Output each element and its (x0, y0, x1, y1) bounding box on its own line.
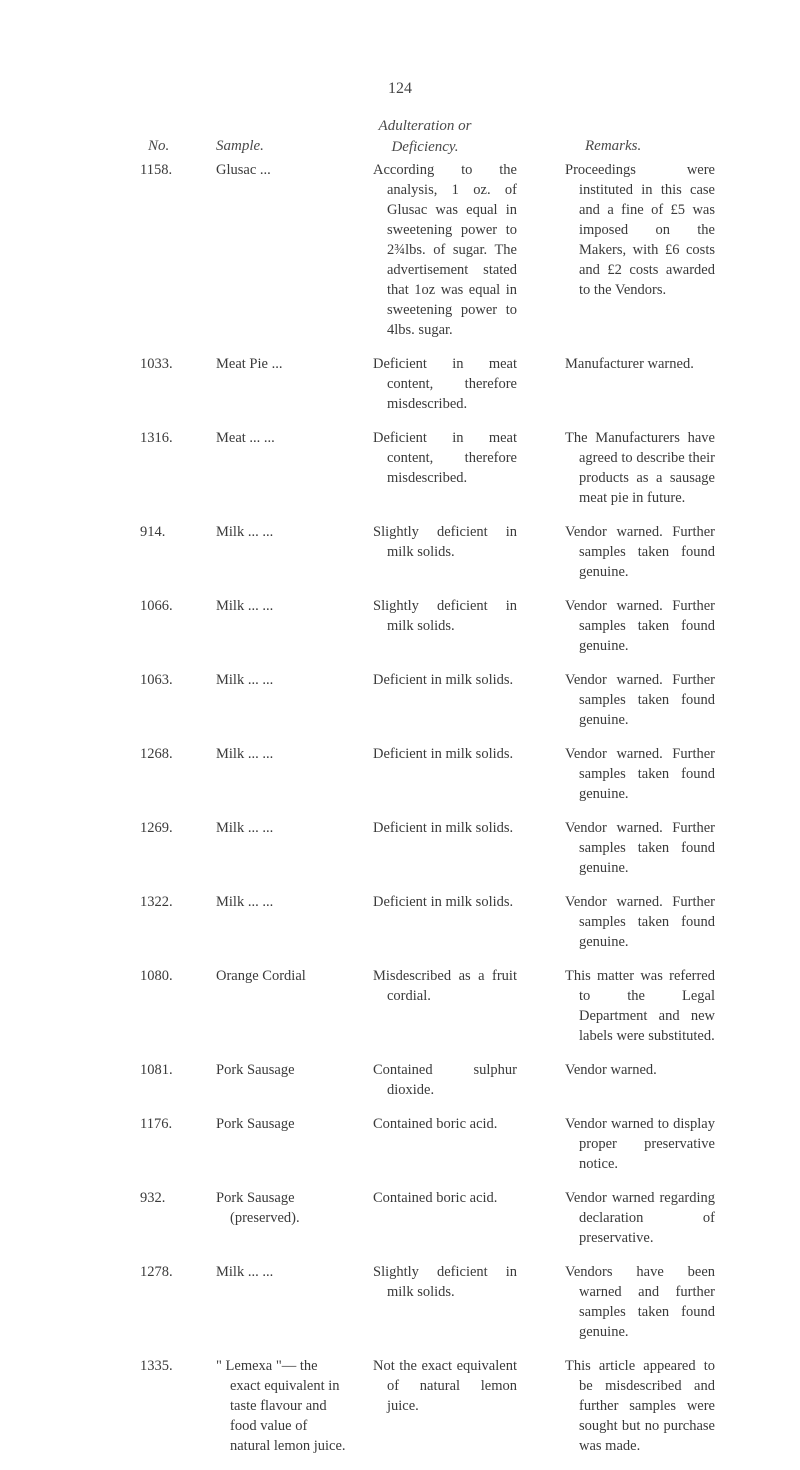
row-sample: Meat Pie ... (216, 356, 283, 372)
table-row (0, 596, 800, 656)
row-deficiency: Slightly deficient in milk solids. (373, 598, 517, 634)
row-remarks: Vendors have been warned and further samples taken found genuine. (565, 1264, 715, 1340)
row-sample: Glusac ... (216, 162, 271, 178)
table-row (0, 744, 800, 804)
row-deficiency: Misdescribed as a fruit cordial. (373, 968, 517, 1004)
row-remarks: Vendor warned to display proper preservative notice. (565, 1116, 715, 1172)
header-no: No. (148, 138, 170, 154)
header-adulteration-line2: Deficiency. (391, 139, 459, 155)
row-deficiency: Deficient in milk solids. (373, 672, 514, 688)
row-deficiency: Deficient in meat content, therefore misdescribed. (373, 356, 517, 412)
table-header (0, 116, 800, 156)
row-deficiency: Deficient in meat content, therefore misdescribed. (373, 430, 517, 486)
row-remarks: Vendor warned. Further samples taken found genuine. (565, 820, 715, 876)
row-deficiency: Contained boric acid. (373, 1116, 498, 1132)
row-deficiency: Deficient in milk solids. (373, 820, 514, 836)
row-sample: Meat ... ... (216, 430, 275, 446)
header-sample: Sample. (216, 138, 264, 154)
table-row (0, 522, 800, 582)
row-number: 1081. (140, 1062, 173, 1078)
row-remarks: This article appeared to be misdescribed and further samples were sought but no purchase was made. (565, 1358, 715, 1454)
table-row (0, 892, 800, 952)
row-sample: Milk ... ... (216, 672, 274, 688)
row-number: 932. (140, 1190, 166, 1206)
row-remarks: Vendor warned. Further samples taken found genuine. (565, 746, 715, 802)
row-sample: Milk ... ... (216, 746, 274, 762)
row-remarks: Vendor warned. Further samples taken found genuine. (565, 598, 715, 654)
row-remarks: Proceedings were instituted in this case and a fine of £5 was imposed on the Makers, with £6 costs and £2 costs awarded to the Vendors. (565, 162, 715, 298)
table-row (0, 1262, 800, 1342)
table-row (0, 428, 800, 508)
row-number: 1033. (140, 356, 173, 372)
table-row (0, 818, 800, 878)
row-number: 1269. (140, 820, 173, 836)
header-adulteration-line1: Adulteration or (378, 118, 472, 134)
row-number: 914. (140, 524, 166, 540)
page-number: 124 (388, 80, 412, 97)
row-number: 1063. (140, 672, 173, 688)
row-sample: Pork Sausage (preserved). (216, 1190, 300, 1226)
table-row (0, 1188, 800, 1248)
row-remarks: Vendor warned. (565, 1062, 657, 1078)
row-deficiency: Deficient in milk solids. (373, 894, 514, 910)
row-sample: Milk ... ... (216, 524, 274, 540)
row-number: 1158. (140, 162, 173, 178)
row-deficiency: Not the exact equivalent of natural lemon juice. (373, 1358, 517, 1414)
row-number: 1080. (140, 968, 173, 984)
table-row (0, 1356, 800, 1456)
row-sample: Pork Sausage (216, 1116, 295, 1132)
row-sample: " Lemexa "— the exact equivalent in taste flavour and food value of natural lemon juice. (216, 1358, 346, 1454)
row-number: 1268. (140, 746, 173, 762)
row-sample: Milk ... ... (216, 820, 274, 836)
row-number: 1335. (140, 1358, 173, 1374)
row-remarks: This matter was referred to the Legal Department and new labels were substituted. (565, 968, 715, 1044)
row-deficiency: Contained boric acid. (373, 1190, 498, 1206)
table-body (0, 160, 800, 1470)
table-row (0, 1060, 800, 1100)
row-remarks: Manufacturer warned. (565, 356, 694, 372)
row-number: 1176. (140, 1116, 173, 1132)
row-deficiency: Deficient in milk solids. (373, 746, 514, 762)
row-sample: Pork Sausage (216, 1062, 295, 1078)
row-sample: Milk ... ... (216, 598, 274, 614)
row-remarks: Vendor warned. Further samples taken found genuine. (565, 524, 715, 580)
row-remarks: Vendor warned regarding declaration of preservative. (565, 1190, 715, 1246)
row-deficiency: Contained sulphur dioxide. (373, 1062, 517, 1098)
row-deficiency: Slightly deficient in milk solids. (373, 1264, 517, 1300)
table-row (0, 354, 800, 414)
row-deficiency: Slightly deficient in milk solids. (373, 524, 517, 560)
row-number: 1066. (140, 598, 173, 614)
row-number: 1278. (140, 1264, 173, 1280)
row-number: 1316. (140, 430, 173, 446)
table-row (0, 966, 800, 1046)
row-remarks: The Manufacturers have agreed to describe their products as a sausage meat pie in future. (565, 430, 715, 506)
row-sample: Orange Cordial (216, 968, 306, 984)
header-remarks: Remarks. (585, 138, 642, 154)
row-remarks: Vendor warned. Further samples taken found genuine. (565, 672, 715, 728)
row-sample: Milk ... ... (216, 894, 274, 910)
table-row (0, 670, 800, 730)
row-sample: Milk ... ... (216, 1264, 274, 1280)
table-row (0, 1114, 800, 1174)
row-deficiency: According to the analysis, 1 oz. of Glusac was equal in sweetening power to 2¾lbs. of sugar. The advertisement stated that 1oz was equal in sweetening power to 4lbs. sugar. (373, 162, 517, 338)
header-adulteration (370, 116, 480, 158)
row-number: 1322. (140, 894, 173, 910)
table-row (0, 160, 800, 340)
row-remarks: Vendor warned. Further samples taken found genuine. (565, 894, 715, 950)
